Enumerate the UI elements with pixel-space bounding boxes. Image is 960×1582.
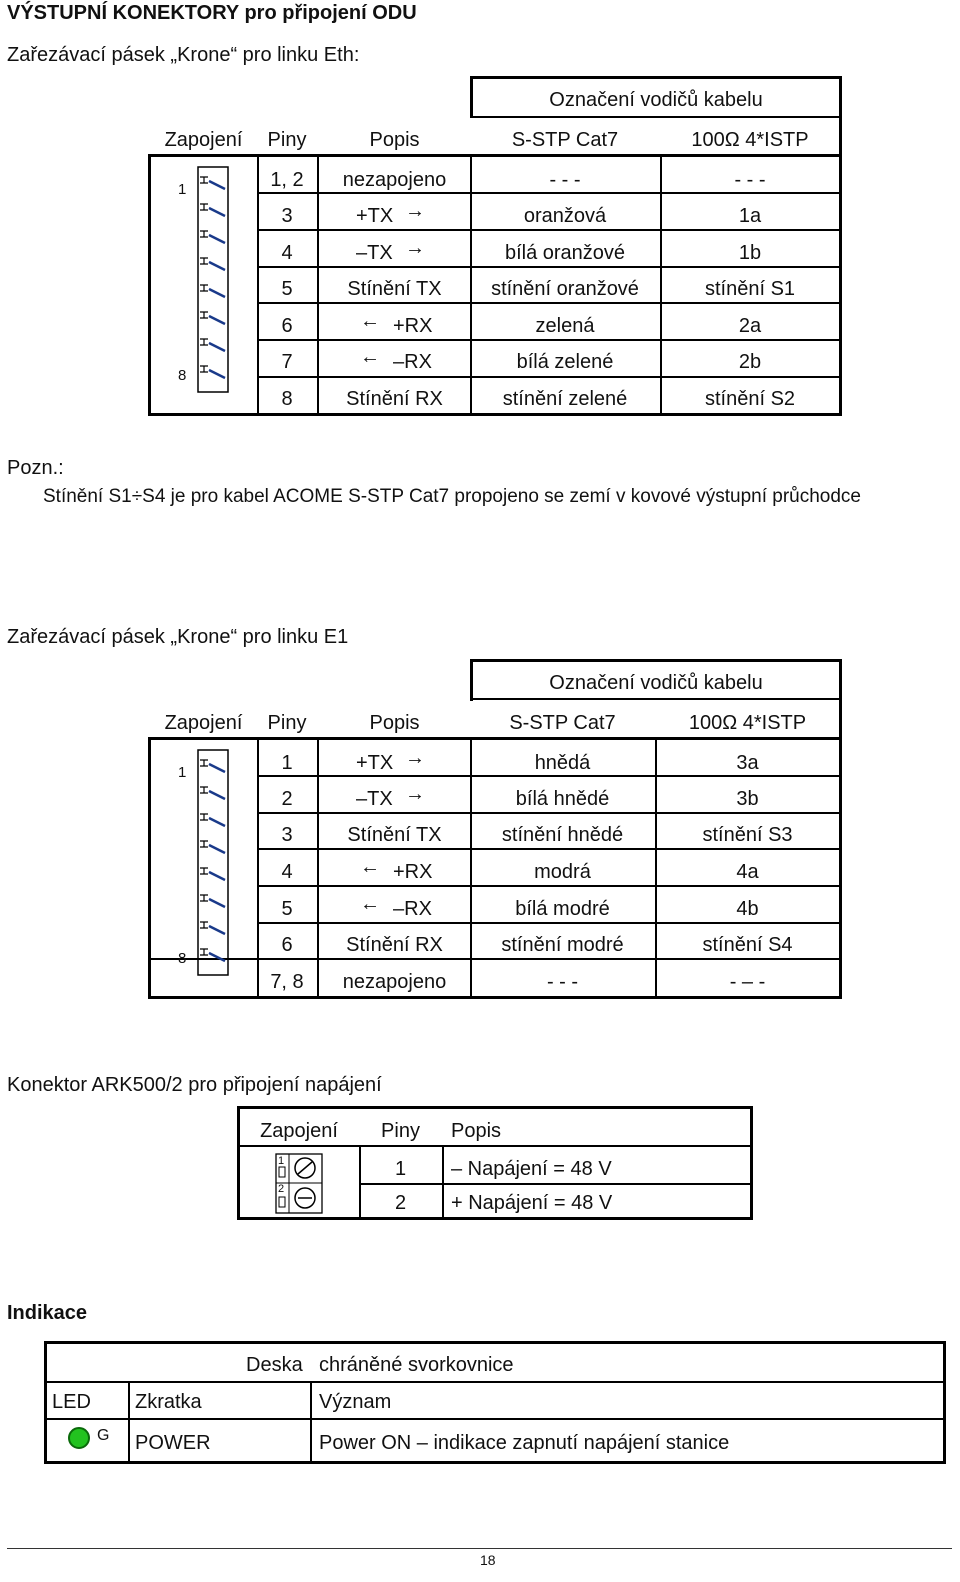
ind-deska-value: chráněné svorkovnice <box>319 1354 514 1376</box>
e1-heading: Zařezávací pásek „Krone“ pro linku E1 <box>7 626 349 648</box>
ark-heading: Konektor ARK500/2 pro připojení napájení <box>7 1074 382 1096</box>
krone-strip-eth-icon <box>195 165 235 395</box>
table-row-popis: Stínění RX <box>346 934 443 956</box>
table-row-istp: 4b <box>736 898 759 920</box>
e1-col-popis: Popis <box>369 712 420 734</box>
e1-cable-header: Označení vodičů kabelu <box>549 672 763 694</box>
table-row-popis: Stínění RX <box>346 388 443 410</box>
table-row-istp: 2a <box>738 315 762 337</box>
table-row-istp: 3b <box>736 788 759 810</box>
eth-heading: Zařezávací pásek „Krone“ pro linku Eth: <box>7 44 360 66</box>
table-row-popis: –RX <box>393 351 432 373</box>
table-row-piny: 8 <box>281 388 293 410</box>
note-label: Pozn.: <box>7 457 64 479</box>
table-row-piny: 6 <box>281 315 293 337</box>
table-row-istp: 1b <box>738 242 762 264</box>
terminal-block-icon <box>275 1153 325 1215</box>
table-row-piny: 2 <box>394 1192 407 1214</box>
ind-zkratka-value: POWER <box>135 1432 211 1454</box>
table-row-istp: stínění S1 <box>704 278 796 300</box>
table-row-sstp: oranžová <box>523 205 607 227</box>
table-row-sstp: stínění zelené <box>502 388 628 410</box>
ind-heading: Indikace <box>7 1302 88 1324</box>
table-row-istp: stínění S2 <box>704 388 796 410</box>
table-row-istp: 1a <box>738 205 762 227</box>
table-row-sstp: - - - <box>549 169 581 191</box>
table-row-sstp: hnědá <box>534 752 591 774</box>
table-row-piny: 6 <box>281 934 293 956</box>
ark-pin-2-label: 2 <box>278 1183 285 1195</box>
table-row-sstp: stínění modré <box>501 934 624 956</box>
table-row-sstp: stínění hnědé <box>501 824 624 846</box>
arrow-left-icon: ← <box>360 346 380 368</box>
table-row-popis: Stínění TX <box>347 824 442 846</box>
table-row-popis: +TX <box>356 752 394 774</box>
table-row-sstp: bílá hnědé <box>515 788 610 810</box>
arrow-left-icon: ← <box>360 856 380 878</box>
eth-pin-first-label: 1 <box>178 181 187 198</box>
table-row-popis: +RX <box>393 315 433 337</box>
led-letter: G <box>97 1427 110 1444</box>
table-row-popis: – Napájení = 48 V <box>451 1158 612 1180</box>
ind-vyznam-value: Power ON – indikace zapnutí napájení stanice <box>319 1432 730 1454</box>
e1-col-sstp: S-STP Cat7 <box>509 712 616 734</box>
table-row-istp: 2b <box>738 351 762 373</box>
arrow-right-icon: → <box>405 783 425 805</box>
table-row-istp: 3a <box>736 752 759 774</box>
table-row-piny: 4 <box>281 242 293 264</box>
ark-col-zapojeni: Zapojení <box>260 1120 338 1142</box>
e1-col-zapojeni: Zapojení <box>164 712 243 734</box>
table-row-sstp: stínění oranžové <box>491 278 639 300</box>
table-row-piny: 7, 8 <box>270 971 304 993</box>
table-row-popis: –TX <box>356 242 393 264</box>
table-row-sstp: bílá modré <box>515 898 610 920</box>
table-row-istp: 4a <box>736 861 759 883</box>
table-row-popis: nezapojeno <box>342 169 447 191</box>
eth-col-popis: Popis <box>369 129 420 151</box>
ind-col-vyznam: Význam <box>319 1391 392 1413</box>
table-row-piny: 2 <box>281 788 293 810</box>
eth-pin-last-label: 8 <box>178 367 187 384</box>
eth-col-sstp: S-STP Cat7 <box>511 129 619 151</box>
table-row-piny: 4 <box>281 861 293 883</box>
table-row-popis: nezapojeno <box>342 971 447 993</box>
table-row-sstp: bílá oranžové <box>504 242 626 264</box>
table-row-istp: stínění S4 <box>702 934 793 956</box>
ind-col-zkratka: Zkratka <box>135 1391 202 1413</box>
page-number: 18 <box>480 1552 496 1568</box>
table-row-piny: 3 <box>281 205 293 227</box>
eth-cable-header: Označení vodičů kabelu <box>549 89 763 111</box>
table-row-piny: 3 <box>281 824 293 846</box>
eth-col-zapojeni: Zapojení <box>164 129 243 151</box>
table-row-piny: 1, 2 <box>270 169 304 191</box>
page-title: VÝSTUPNÍ KONEKTORY pro připojení ODU <box>7 2 417 24</box>
table-row-piny: 5 <box>281 278 293 300</box>
table-row-popis: –RX <box>393 898 432 920</box>
note-text: Stínění S1÷S4 je pro kabel ACOME S-STP Cat7 propojeno se zemí v kovové výstupní průchodce <box>43 486 862 507</box>
ind-deska-label: Deska <box>246 1354 303 1376</box>
table-row-piny: 1 <box>281 752 293 774</box>
e1-pin-last-label: 8 <box>178 950 187 967</box>
arrow-right-icon: → <box>405 237 425 259</box>
e1-col-piny: Piny <box>267 712 307 734</box>
table-row-popis: + Napájení = 48 V <box>451 1192 613 1214</box>
table-row-sstp: zelená <box>535 315 595 337</box>
e1-pin-first-label: 1 <box>178 764 187 781</box>
eth-col-piny: Piny <box>267 129 307 151</box>
table-row-istp: stínění S3 <box>702 824 793 846</box>
arrow-left-icon: ← <box>360 893 380 915</box>
table-row-istp: - - - <box>734 169 766 191</box>
table-row-popis: –TX <box>356 788 393 810</box>
ark-col-piny: Piny <box>381 1120 420 1142</box>
table-row-piny: 1 <box>394 1158 407 1180</box>
ark-pin-1-label: 1 <box>278 1155 285 1167</box>
table-row-popis: Stínění TX <box>347 278 442 300</box>
table-row-piny: 5 <box>281 898 293 920</box>
table-row-sstp: bílá zelené <box>516 351 614 373</box>
table-row-istp: - – - <box>729 971 766 993</box>
arrow-right-icon: → <box>405 200 425 222</box>
footer-divider <box>7 1548 952 1549</box>
ark-col-popis: Popis <box>451 1120 502 1142</box>
arrow-right-icon: → <box>405 747 425 769</box>
krone-strip-e1-icon <box>195 748 235 978</box>
e1-col-istp: 100Ω 4*ISTP <box>688 712 807 734</box>
table-row-popis: +TX <box>356 205 394 227</box>
table-row-sstp: modrá <box>534 861 591 883</box>
table-row-popis: +RX <box>393 861 433 883</box>
eth-col-istp: 100Ω 4*ISTP <box>691 129 809 151</box>
ind-col-led: LED <box>52 1391 91 1413</box>
table-row-piny: 7 <box>281 351 293 373</box>
green-led-icon <box>68 1427 90 1449</box>
arrow-left-icon: ← <box>360 310 380 332</box>
table-row-sstp: - - - <box>546 971 579 993</box>
